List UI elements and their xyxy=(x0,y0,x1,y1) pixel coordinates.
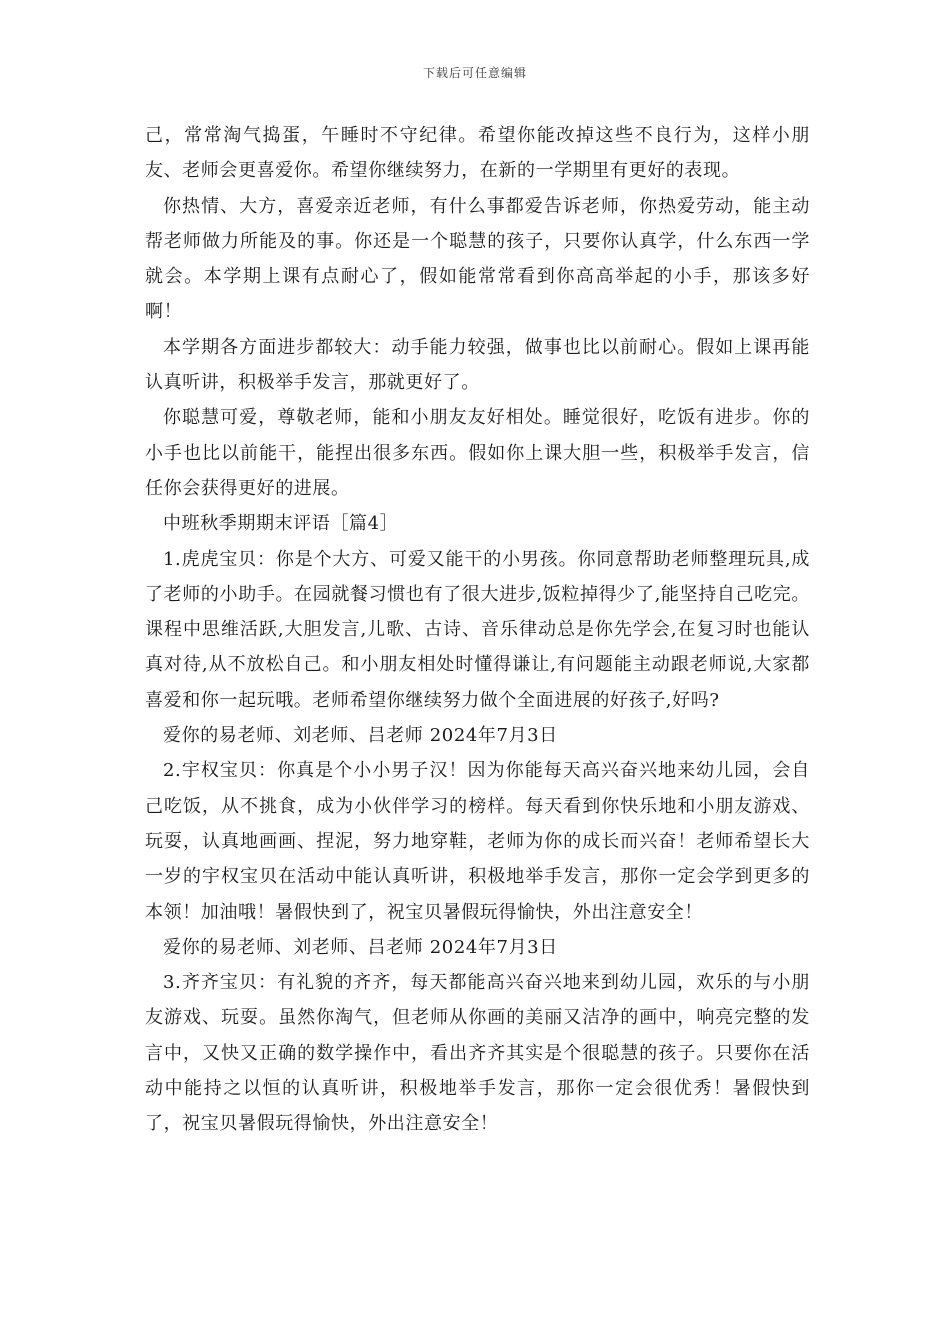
paragraph: 你聪慧可爱，尊敬老师，能和小朋友友好相处。睡觉很好，吃饭有进步。你的小手也比以前能干，能捏出很多东西。假如你上课大胆一些，积极举手发言，信任你会获得更好的进展。 xyxy=(145,407,810,499)
paragraph: 本学期各方面进步都较大：动手能力较强，做事也比以前耐心。假如上课再能认真听讲，积极举手发言，那就更好了。 xyxy=(145,336,810,394)
section-heading: 中班秋季期期末评语［篇4］ xyxy=(163,513,399,535)
document-body xyxy=(145,118,810,1142)
paragraph: 己，常常淘气捣蛋，午睡时不守纪律。希望你能改掉这些不良行为，这样小朋友、老师会更喜爱你。希望你继续努力，在新的一学期里有更好的表现。 xyxy=(145,125,810,182)
paragraph: 1.虎虎宝贝：你是个大方、可爱又能干的小男孩。你同意帮助老师整理玩具,成了老师的小助手。在园就餐习惯也有了很大进步,饭粒掉得少了,能坚持自己吃完。课程中思维活跃,大胆发言,儿歌、古诗、音乐律动总是你先学会,在复习时也能认真对待,从不放松自己。和小朋友相处时懂得谦让,有问题能主动跟老师说,大家都喜爱和你一起玩哦。老师希望你继续努力做个全面进展的好孩子,好吗? xyxy=(145,548,810,711)
signature-line: 爱你的易老师、刘老师、吕老师 2024年7月3日 xyxy=(163,936,558,958)
signature-line: 爱你的易老师、刘老师、吕老师 2024年7月3日 xyxy=(163,725,558,747)
page-header: 下载后可任意编辑 xyxy=(422,66,527,80)
paragraph: 3.齐齐宝贝：有礼貌的齐齐，每天都能高兴奋兴地来到幼儿园，欢乐的与小朋友游戏、玩耍。虽然你淘气，但老师从你画的美丽又洁净的画中，响亮完整的发言中，又快又正确的数学操作中，看出齐齐其实是个很聪慧的孩子。只要你在活动中能持之以恒的认真听讲，积极地举手发言，那你一定会很优秀！暑假快到了，祝宝贝暑假玩得愉快，外出注意安全！ xyxy=(145,972,810,1135)
paragraph: 2.宇权宝贝：你真是个小小男子汉！因为你能每天高兴奋兴地来幼儿园，会自己吃饭，从不挑食，成为小伙伴学习的榜样。每天看到你快乐地和小朋友游戏、玩耍，认真地画画、捏泥，努力地穿鞋，老师为你的成长而兴奋！老师希望长大一岁的宇权宝贝在活动中能认真听讲，积极地举手发言，那你一定会学到更多的本领！加油哦！暑假快到了，祝宝贝暑假玩得愉快，外出注意安全！ xyxy=(145,760,810,923)
paragraph: 你热情、大方，喜爱亲近老师，有什么事都爱告诉老师，你热爱劳动，能主动帮老师做力所能及的事。你还是一个聪慧的孩子，只要你认真学，什么东西一学就会。本学期上课有点耐心了，假如能常常看到你高高举起的小手，那该多好啊！ xyxy=(145,195,810,323)
